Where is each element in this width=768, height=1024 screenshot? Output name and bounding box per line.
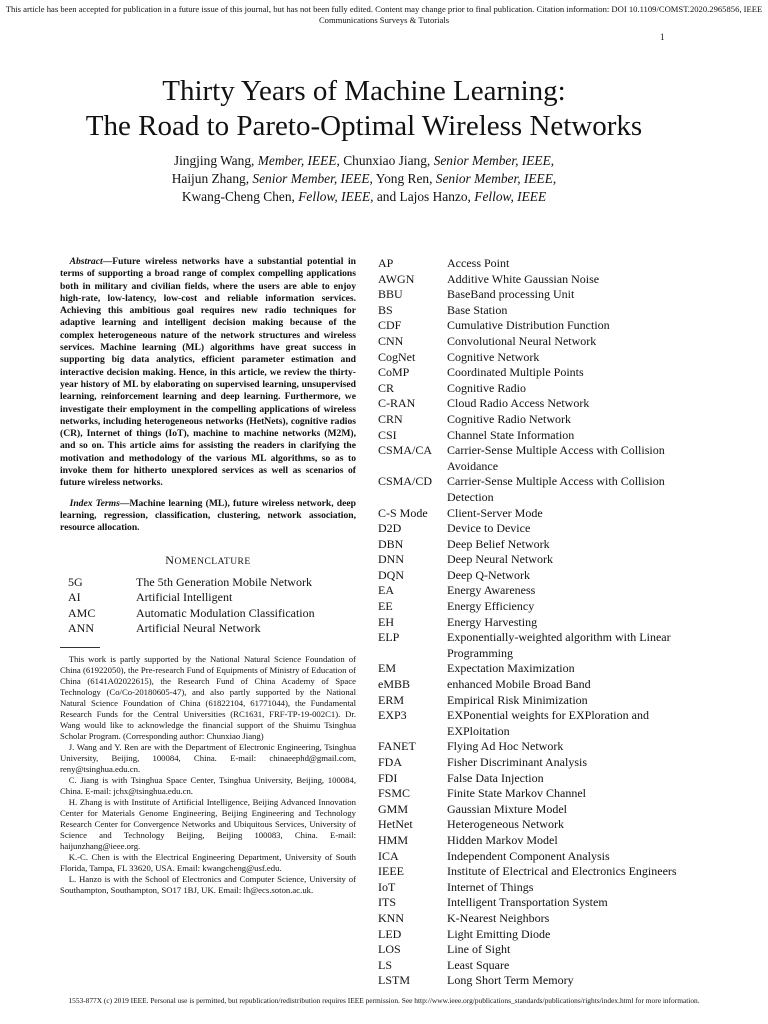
author-line: Haijun Zhang, Senior Member, IEEE, Yong Ren, Senior Member, IEEE, [171,171,557,186]
abbreviation-definition: BaseBand processing Unit [447,287,575,302]
nomenclature-entry [378,334,710,350]
journal-notice-line2: Communications Surveys & Tutorials [318,15,450,25]
abbreviation-definition: Energy Harvesting [447,614,538,629]
author-name: and Lajos Hanzo, [376,189,475,204]
author-list [0,152,728,206]
paper-title-line1: Thirty Years of Machine Learning: [162,75,566,107]
nomenclature-entry [60,621,356,637]
abbreviation-definition: Fisher Discriminant Analysis [447,755,587,769]
nomenclature-entry [378,272,710,288]
abbreviation: LED [378,926,402,941]
abbreviation-definition: Cumulative Distribution Function [447,318,610,333]
abbreviation-definition: Channel State Information [447,427,575,442]
nomenclature-entry [378,849,710,865]
nomenclature-entry [378,755,710,771]
abbreviation-definition: enhanced Mobile Broad Band [447,677,591,692]
abbreviation-definition: Intelligent Transportation System [447,895,608,910]
abbreviation-definition: Automatic Modulation Classification [136,605,315,620]
abbreviation-definition: Cognitive Radio [447,380,526,395]
abbreviation: FSMC [378,786,411,801]
abbreviation-definition: Long Short Term Memory [447,973,574,988]
abbreviation-definition: Energy Awareness [447,583,536,598]
author-role: Senior Member, IEEE [433,153,551,168]
nomenclature-entry [378,599,710,615]
author-line: Kwang-Cheng Chen, Fellow, IEEE, and Lajos Hanzo, Fellow, IEEE [181,189,547,204]
nomenclature-entry [378,350,710,366]
abbreviation: BS [378,302,393,317]
abbreviation: LSTM [378,973,411,988]
abbreviation: AP [378,256,394,270]
nomenclature-entry [378,552,710,568]
nomenclature-entry [378,895,710,911]
abbreviation: CR [378,380,395,395]
nomenclature-entry [378,911,710,927]
abbreviation: DQN [378,567,404,582]
abbreviation-definition: Deep Belief Network [447,536,550,551]
nomenclature-entry [378,412,710,428]
abstract-lead: Abstract [69,256,103,267]
nomenclature-entry [378,817,710,833]
nomenclature-entry [60,606,356,622]
journal-notice-line1: This article has been accepted for publication in a future issue of this journal, but has not been fully edited. Content may change prior to final publication. Citation information: DOI 10.1109/COMST.2020.2965856, IEEE [5,4,763,14]
abbreviation: HMM [378,832,409,847]
abbreviation: ICA [378,848,399,863]
author-name: Haijun Zhang, [171,171,253,186]
abbreviation-definition: Hidden Markov Model [447,832,558,847]
abbreviation: C-S Mode [378,505,428,520]
paper-title [0,74,728,144]
abbreviation-definition: Light Emitting Diode [447,926,551,941]
abbreviation: FDA [378,755,403,769]
abbreviation-definition: Cloud Radio Access Network [447,396,590,411]
abbreviation-definition: Empirical Risk Minimization [447,692,588,707]
page-number: 1 [660,32,665,42]
abbreviation-definition: Base Station [447,302,508,317]
abbreviation-definition: Internet of Things [447,879,534,894]
abbreviation: ELP [378,630,400,645]
abbreviation: IEEE [378,864,404,879]
abbreviation-definition: Coordinated Multiple Points [447,365,584,380]
abbreviation: AMC [68,605,96,620]
author-name: Chunxiao Jiang, [343,153,434,168]
nomenclature-entry [378,318,710,334]
abbreviation-definition: K-Nearest Neighbors [447,910,550,925]
abbreviation-definition: The 5th Generation Mobile Network [136,574,312,589]
journal-notice-header [0,4,768,26]
abbreviation-definition: Cognitive Radio Network [447,411,571,426]
abbreviation-definition: Least Square [447,957,510,972]
nomenclature-entry [378,693,710,709]
abbreviation-definition: Device to Device [447,521,531,536]
abbreviation: CRN [378,411,403,426]
footnote: L. Hanzo is with the School of Electronics and Computer Science, University of Southampton, Southampton, SO17 1BJ, UK. Email: lh@ecs.soton.ac.uk. [60,873,356,895]
abbreviation: EH [378,614,394,629]
abbreviation: FDI [378,770,398,785]
nomenclature-entry [378,256,710,272]
footnote: C. Jiang is with Tsinghua Space Center, Tsinghua University, Beijing, 100084, China. E-mail: jchx@tsinghua.edu.cn. [60,774,356,796]
author-role: Fellow, IEEE [298,189,371,204]
nomenclature-entry [378,833,710,849]
abstract-text: —Future wireless networks have a substantial potential in terms of supporting a broad range of complex compelling applications both in military and civilian fields, where the users are able to enjoy high-rate, low-latency, low-cost and reliable information services. Achieving this ambitious goal requires new radio techniques for adaptive learning and intelligent decision making because of the complex heterogeneous nature of the network structures and wireless services. Machine learning (ML) algorithms have great success in supporting big data analytics, efficient parameter estimation and interactive decision making. Hence, in this article, we review the thirty-year history of ML by elaborating on supervised learning, unsupervised learning, reinforcement learning and deep learning. Furthermore, we investigate their employment in the compelling applications of wireless networks, including heterogeneous networks (HetNets), cognitive radios (CR), Internet of things (IoT), machine to machine networks (M2M), and so on. This article aims for assisting the readers in clarifying the motivation and methodology of the various ML algorithms, so as to invoke them for hitherto unexplored services as well as scenarios of future wireless networks. [60,256,356,489]
right-column [378,256,710,989]
nomenclature-entry [378,615,710,631]
nomenclature-entry [378,396,710,412]
abbreviation-definition: Carrier-Sense Multiple Access with Collision Detection [447,474,665,504]
footnote: This work is partly supported by the National Natural Science Foundation of China (61922050), the Pre-research Fund of Equipments of Ministry of Education of China (6141A02022615), the Research Fund of China Academy of Space Technology (Co/Co-20180605-47), and also partly supported by the National Natural Science Foundation of China (61822104, 61771044), the Fundamental Research Funds for the Central Universities (RC1631, FRF-TP-19-002C1). Dr. Wang would like to acknowledge the financial support of the Shuimu Tsinghua Scholar Program. (Corresponding author: Chunxiao Jiang) [60,653,356,741]
author-name: Jingjing Wang, [173,153,258,168]
abbreviation: BBU [378,287,403,302]
abbreviation-definition: Additive White Gaussian Noise [447,271,600,286]
nomenclature-entry [378,521,710,537]
abbreviation: IoT [378,879,396,894]
abbreviation-definition: Heterogeneous Network [447,817,564,832]
abbreviation: AWGN [378,271,415,286]
paper-title-line2: The Road to Pareto-Optimal Wireless Networks [85,110,643,142]
nomenclature-entry [378,381,710,397]
author-role: Senior Member, IEEE [435,171,553,186]
abbreviation-definition: Flying Ad Hoc Network [447,739,564,754]
abbreviation: LS [378,957,393,972]
author-role: Member, IEEE [257,153,337,168]
left-column [60,256,356,896]
abstract [60,256,356,490]
nomenclature-entry [378,303,710,319]
nomenclature-entry [378,802,710,818]
abbreviation-definition: Artificial Intelligent [136,590,233,605]
abbreviation: LOS [378,942,401,957]
nomenclature-entry [378,287,710,303]
abbreviation: DNN [378,552,404,567]
nomenclature-entry [378,864,710,880]
author-name: Yong Ren, [375,171,436,186]
abbreviation-definition: Line of Sight [447,942,511,957]
nomenclature-entry [378,786,710,802]
footnote: J. Wang and Y. Ren are with the Department of Electronic Engineering, Tsinghua University, Beijing, 100084, China. E-mail: chinaeephd@gmail.com, reny@tsinghua.edu.cn. [60,741,356,774]
abbreviation-definition: Carrier-Sense Multiple Access with Collision Avoidance [447,443,665,473]
abbreviation: ANN [68,621,94,636]
index-terms-lead: Index Terms [69,497,120,509]
abbreviation: CSI [378,427,397,442]
abbreviation-definition: Convolutional Neural Network [447,333,597,348]
abbreviation: DBN [378,536,404,551]
abbreviation: ITS [378,895,396,910]
abbreviation: EXP3 [378,708,407,723]
author-role: Senior Member, IEEE [252,171,370,186]
abbreviation: CoMP [378,365,410,380]
nomenclature-list-left [60,575,356,637]
abbreviation: CNN [378,333,404,348]
nomenclature-entry [378,583,710,599]
footnotes [60,654,356,896]
copyright-footer: 1553-877X (c) 2019 IEEE. Personal use is permitted, but republication/redistribution requires IEEE permission. See http://www.ieee.org/publications_standards/publications/rights/index.html for more information. [68,996,700,1005]
abbreviation-definition: Expectation Maximization [447,661,575,676]
index-terms [60,498,356,535]
abbreviation: eMBB [378,677,411,692]
abbreviation-definition: Artificial Neural Network [136,621,261,636]
nomenclature-entry [378,630,710,661]
nomenclature-entry [378,568,710,584]
abbreviation-definition: Deep Neural Network [447,552,553,567]
abbreviation: C-RAN [378,396,416,411]
nomenclature-entry [378,443,710,474]
abbreviation-definition: Energy Efficiency [447,599,535,614]
index-terms-text: —Machine learning (ML), future wireless network, deep learning, regression, classification, clustering, network association, resource allocation. [60,497,356,534]
abbreviation: 5G [68,574,83,589]
nomenclature-entry [378,474,710,505]
nomenclature-entry [378,537,710,553]
nomenclature-entry [378,927,710,943]
author-role: Fellow, IEEE [474,189,547,204]
nomenclature-entry [378,958,710,974]
nomenclature-entry [60,590,356,606]
nomenclature-entry [378,428,710,444]
abbreviation-definition: Exponentially-weighted algorithm with Linear Programming [447,630,671,660]
abbreviation-definition: False Data Injection [447,770,544,785]
abbreviation: FANET [378,739,416,754]
abbreviation-definition: Cognitive Network [447,349,540,364]
nomenclature-entry [378,771,710,787]
author-line: Jingjing Wang, Member, IEEE, Chunxiao Jiang, Senior Member, IEEE, [173,153,555,168]
abbreviation: EA [378,583,394,598]
abbreviation: D2D [378,521,402,536]
nomenclature-entry [378,739,710,755]
nomenclature-entry [378,661,710,677]
abbreviation-definition: Client-Server Mode [447,505,543,520]
abbreviation: EM [378,661,396,676]
abbreviation: AI [68,590,81,605]
abbreviation: KNN [378,910,404,925]
abbreviation-definition: Institute of Electrical and Electronics Engineers [447,864,677,879]
abbreviation-definition: Access Point [447,256,510,270]
nomenclature-entry [378,880,710,896]
abbreviation: EE [378,599,393,614]
nomenclature-entry [378,973,710,989]
abbreviation: CDF [378,318,402,333]
nomenclature-entry [378,708,710,739]
nomenclature-entry [378,506,710,522]
nomenclature-list-right [378,256,710,989]
footnote: H. Zhang is with Institute of Artificial Intelligence, Beijing Advanced Innovation Center for Materials Genome Engineering, Beijing Engineering and Technology Research Center for Convergence Networks and Ubiquitous Services, University of Science and Technology Beijing, Beijing 100083, China. E-mail: haijunzhang@ieee.org. [60,796,356,851]
nomenclature-entry [378,365,710,381]
abbreviation: CSMA/CA [378,443,433,458]
abbreviation-definition: Deep Q-Network [447,567,530,582]
nomenclature-heading: NOMENCLATURE [165,552,251,567]
author-name: Kwang-Cheng Chen, [181,189,299,204]
nomenclature-entry [378,942,710,958]
abbreviation: CogNet [378,349,416,364]
nomenclature-entry [378,677,710,693]
footnote-divider [60,647,100,648]
nomenclature-entry [60,575,356,591]
abbreviation: CSMA/CD [378,474,433,489]
abbreviation-definition: Gaussian Mixture Model [447,801,567,816]
abbreviation-definition: EXPonential weights for EXPloration and EXPloitation [447,708,649,738]
footnote: K.-C. Chen is with the Electrical Engineering Department, University of South Florida, Tampa, FL 33620, USA. Email: kwangcheng@usf.edu. [60,851,356,873]
abbreviation-definition: Finite State Markov Channel [447,786,586,801]
abbreviation: GMM [378,801,409,816]
abbreviation: ERM [378,692,405,707]
abbreviation: HetNet [378,817,413,832]
abbreviation-definition: Independent Component Analysis [447,848,610,863]
